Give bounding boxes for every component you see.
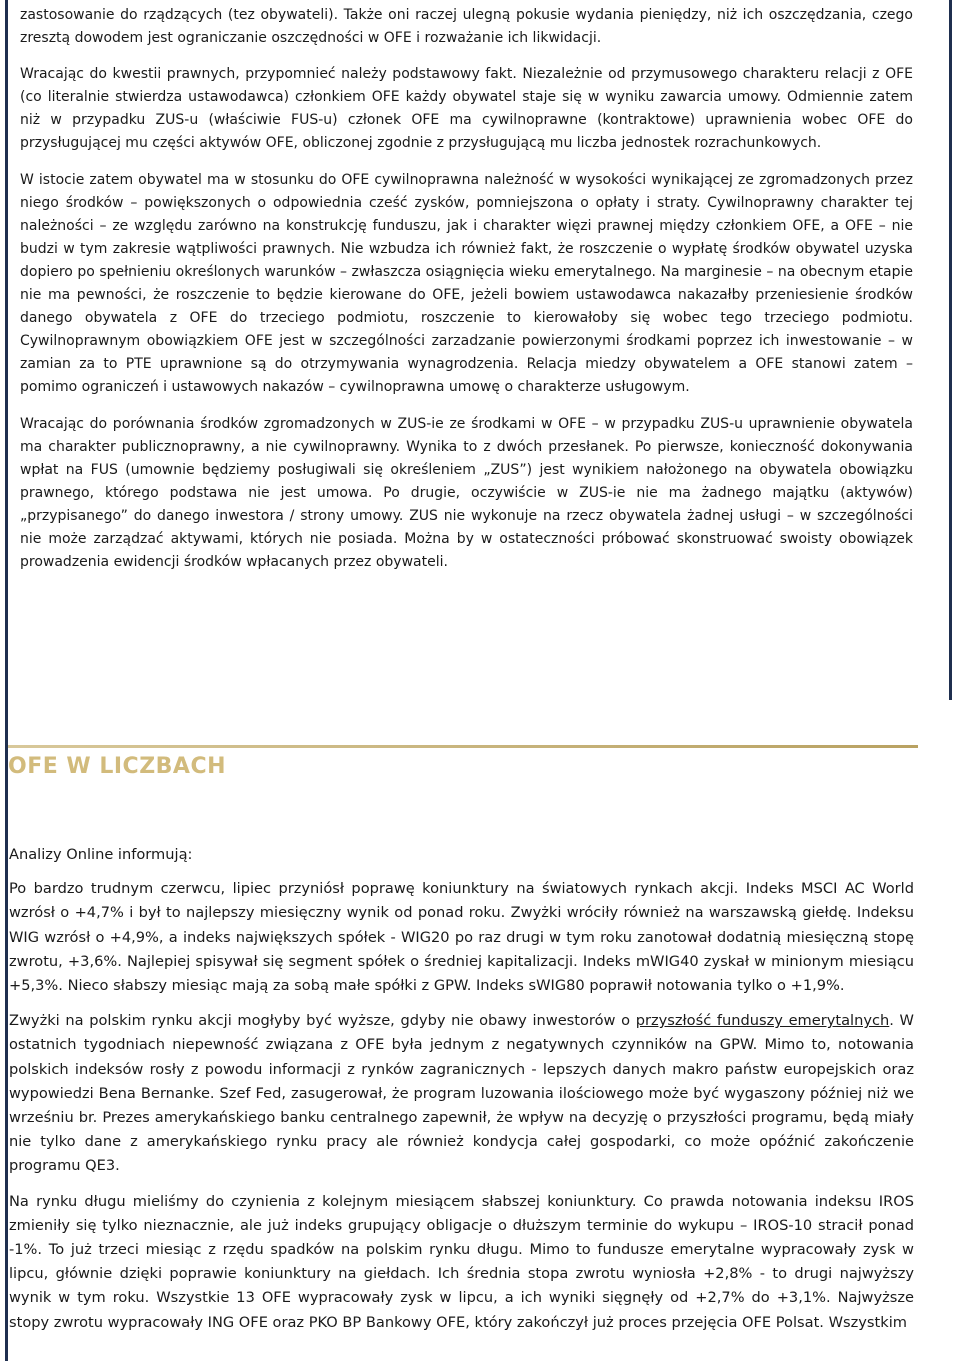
paragraph: W istocie zatem obywatel ma w stosunku do OFE cywilnoprawna należność w wysokości wynikającej ze zgromadzonych przez niego środków – powiększonych o odpowiednia cześć zysków, pomniejszona o opłaty i straty. Cywilnoprawny charakter tej należności – ze względu zarówno na konstrukcję funduszu, jak i charakter więzi prawnej między członkiem OFE, a OFE – nie budzi w tym zakresie wątpliwości prawnych. Nie wzbudza ich również fakt, że roszczenie o wypłatę środków obywatel uzyska dopiero po spełnieniu określonych warunków – zwłaszcza osiągnięcia wieku emerytalnego. Na marginesie – na obecnym etapie nie ma pewności, że roszczenie to będzie kierowane do OFE, jeżeli bowiem ustawodawca nakazałby przeniesienie środków danego obywatela z OFE do trzeciego podmiotu, roszczenie to kierowałoby się wobec tego trzeciego podmiotu. Cywilnoprawnym obowiązkiem OFE jest w szczególności zarzadzanie powierzonymi środkami poprzez ich inwestowanie – w zamian za to PTE uprawnione są do otrzymywania wynagrodzenia. Relacja miedzy obywatelem a OFE stanowi zatem – pomimo ograniczeń i ustawowych nakazów – cywilnoprawna umowę o charakterze usługowym. xyxy=(20,172,913,395)
paragraph-text: Zwyżki na polskim rynku akcji mogłyby być wyższe, gdyby nie obawy inwestorów o xyxy=(9,1012,636,1030)
section-heading: OFE W LICZBACH xyxy=(8,754,226,779)
paragraph: Wracając do porównania środków zgromadzonych w ZUS-ie ze środkami w OFE – w przypadku ZUS-u uprawnienie obywatela ma charakter publicznoprawny, a nie cywilnoprawny. Wynika to z dwóch przesłanek. Po pierwsze, konieczność dokonywania wpłat na FUS (umownie będziemy posługiwali się określeniem „ZUS”) jest wynikiem nałożonego na obywatela obowiązku prawnego, którego podstawa nie jest umowa. Po drugie, oczywiście w ZUS-ie nie ma żadnego majątku (aktywów) „przypisanego” do danego inwestora / strony umowy. ZUS nie wykonuje na rzecz obywatela żadnej usługi – w szczególności nie może zarządzać aktywami, których nie posiada. Można by w ostateczności próbować skonstruować swoisty obowiązek prowadzenia ewidencji środków wpłacanych przez obywateli. xyxy=(20,416,913,570)
paragraph: Na rynku długu mieliśmy do czynienia z kolejnym miesiącem słabszej koniunktury. Co prawda notowania indeksu IROS zmieniły się tylko nieznacznie, ale już indeks grupujący obligacje o dłuższym terminie do wykupu – IROS-10 stracił ponad -1%. To już trzeci miesiąc z rzędu spadków na polskim rynku długu. Mimo to fundusze emerytalne wypracowały zysk w lipcu, głównie dzięki poprawie koniunktury na giełdach. Ich średnia stopa zwrotu wyniosła +2,8% - to drugi najwyższy wynik w tym roku. Wszystkie 13 OFE wypracowały zysk w lipcu, a ich wyniki sięgnęły od +2,7% do +3,1%. Najwyższe stopy zwrotu wypracowały ING OFE oraz PKO BP Bankowy OFE, który zakończył już proces przejęcia OFE Polsat. Wszystkim xyxy=(9,1192,914,1331)
right-frame-rule xyxy=(949,0,952,700)
legal-analysis-section xyxy=(20,4,913,588)
paragraph: Wracając do kwestii prawnych, przypomnieć należy podstawowy fakt. Niezależnie od przymusowego charakteru relacji z OFE (co literalnie stwierdza ustawodawca) członkiem OFE każdy obywatel staje się w wyniku zawarcia umowy. Odmiennie zatem niż w przypadku ZUS-u (właściwie FUS-u) członek OFE ma cywilnoprawne (kontraktowe) uprawnienia wobec OFE do przysługującej mu części aktywów OFE, obliczonej zgodnie z przysługującą mu liczba jednostek rozrachunkowych. xyxy=(20,66,913,151)
source-intro: Analizy Online informują: xyxy=(9,846,193,863)
paragraph-text: . W ostatnich tygodniach niepewność związana z OFE była jednym z negatywnych czynników na GPW. Mimo to, notowania polskich indeksów rosły z powodu informacji z rynków zagranicznych - lepszych danych makro państw europejskich oraz wypowiedzi Bena Bernanke. Szef Fed, zasugerował, że program luzowania ilościowego może być wygaszony później niż we wrześniu br. Prezes amerykańskiego banku centralnego zapewnił, że wpływ na decyzję o przyszłości programu, będą miały nie tylko dane z amerykańskiego rynku pracy ale również kondycja całej gospodarki, co może opóźnić zakończenie programu QE3. xyxy=(9,1012,914,1175)
paragraph: Po bardzo trudnym czerwcu, lipiec przyniósł poprawę koniunktury na światowych rynkach akcji. Indeks MSCI AC World wzrósł o +4,7% i był to najlepszy miesięczny wynik od ponad roku. Zwyżki wróciły również na warszawską giełdę. Indeksu WIG wzrósł o +4,9%, a indeks największych spółek - WIG20 po raz drugi w tym roku zanotował dodatnią miesięczną stopę zwrotu, +3,6%. Najlepiej spisywał się segment spółek o średniej kapitalizacji. Indeks mWIG40 zyskał w minionym miesiącu +5,3%. Nieco słabszy miesiąc mają za sobą małe spółki z GPW. Indeks sWIG80 poprawił notowania tylko o +1,9%. xyxy=(9,880,914,995)
pension-funds-future-link[interactable]: przyszłość funduszy emerytalnych xyxy=(635,1012,890,1030)
ofe-statistics-section xyxy=(9,843,914,1346)
section-divider xyxy=(8,745,918,748)
paragraph xyxy=(9,1009,914,1178)
left-frame-rule xyxy=(5,0,8,1361)
paragraph: zastosowanie do rządzących (tez obywateli). Także oni raczej ulegną pokusie wydania pieniędzy, niż ich oszczędzania, czego zresztą dowodem jest ograniczanie oszczędności w OFE i rozważanie ich likwidacji. xyxy=(20,7,913,46)
